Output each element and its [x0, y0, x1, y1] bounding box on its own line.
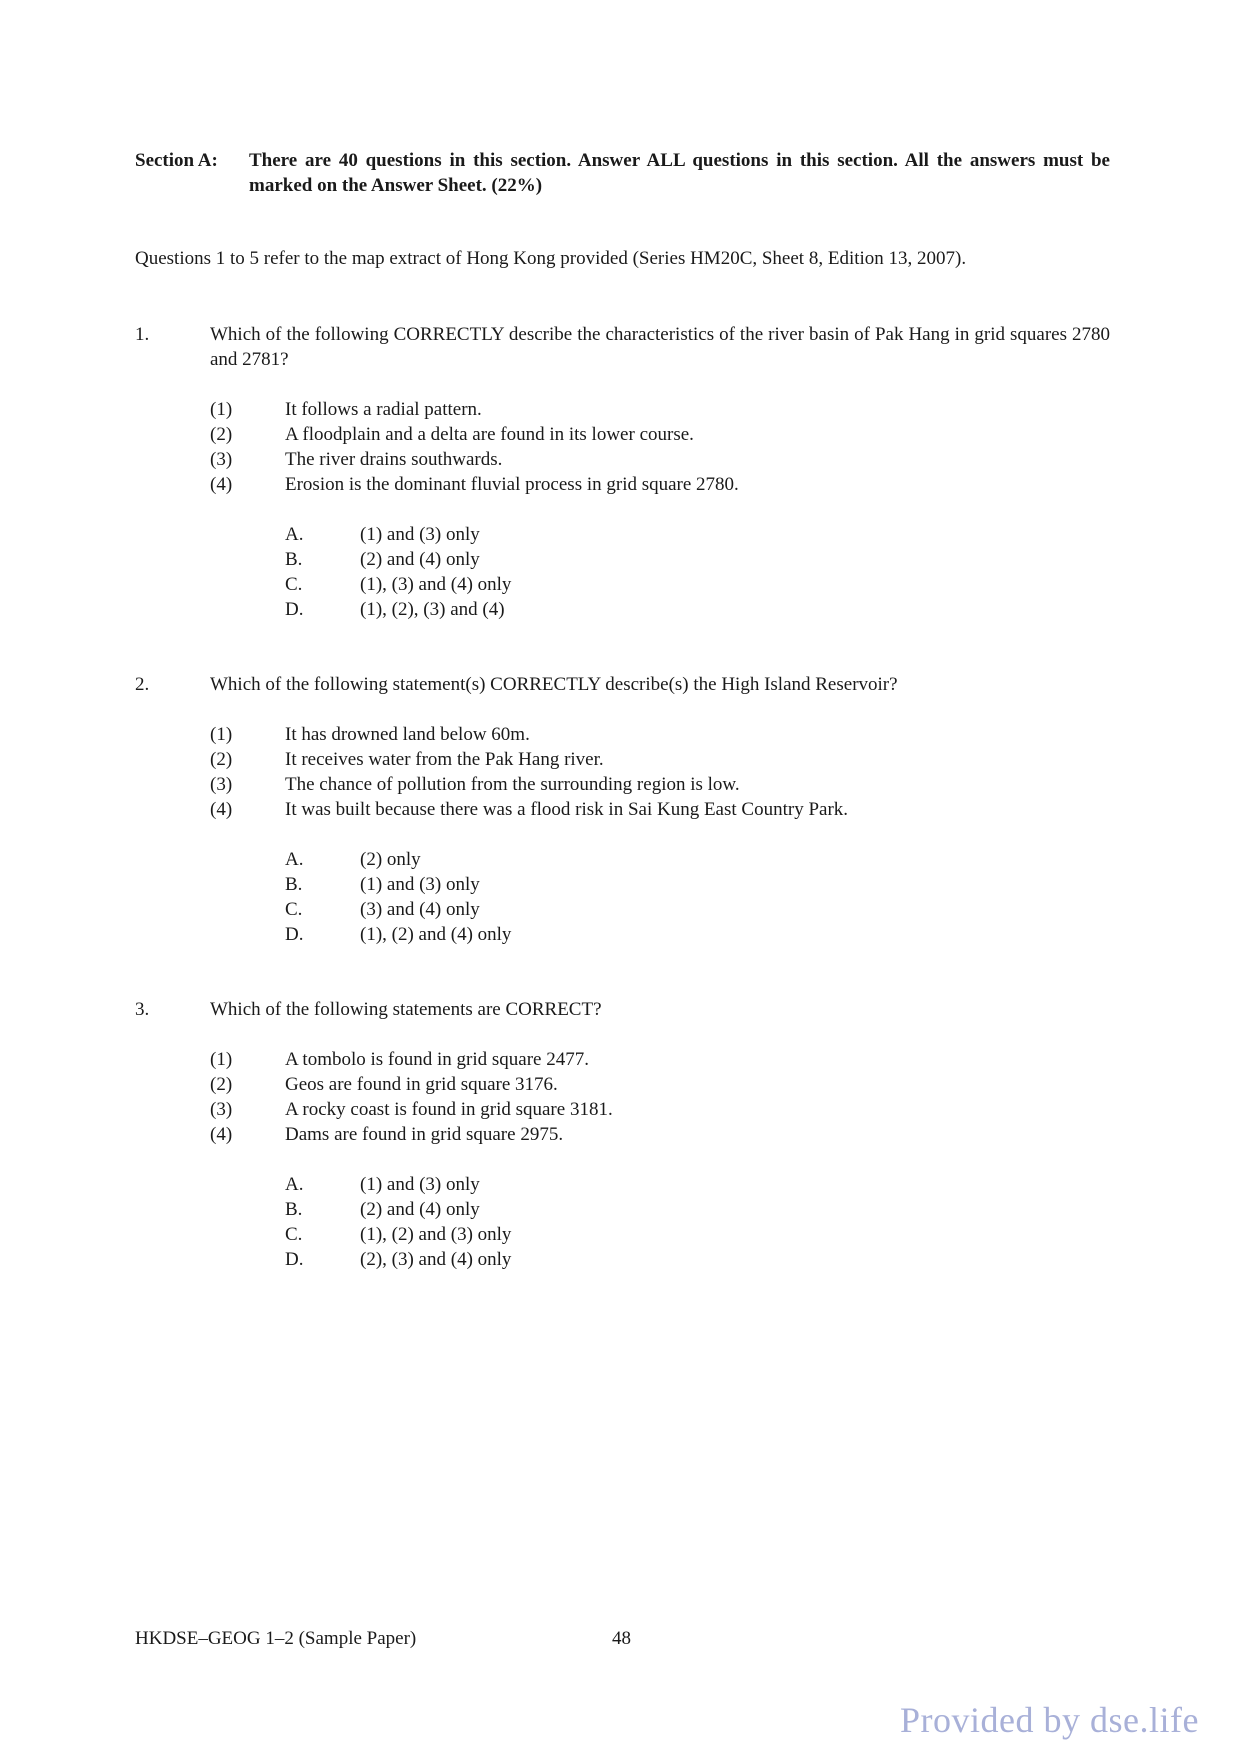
map-intro-text: Questions 1 to 5 refer to the map extract of Hong Kong provided (Series HM20C, Sheet 8, Edition 13, 2007). [135, 248, 967, 269]
question-number: 1. [135, 324, 150, 345]
question-stem: Which of the following statement(s) CORRECTLY describe(s) the High Island Reservoir? [210, 674, 898, 695]
question-number: 2. [135, 674, 150, 695]
section-label: Section A: [135, 150, 218, 171]
watermark: Provided by dse.life [900, 1700, 1199, 1740]
section-instruction: There are 40 questions in this section. Answer ALL questions in this section. All the answers must be marked on the Answer Sheet. (22%) [249, 150, 1110, 196]
footer-paper-code: HKDSE–GEOG 1–2 (Sample Paper) [135, 1628, 417, 1649]
question-stem: Which of the following CORRECTLY describe the characteristics of the river basin of Pak Hang in grid squares 2780 and 2781? [210, 324, 1110, 370]
footer-page-number: 48 [612, 1628, 631, 1649]
question-number: 3. [135, 999, 150, 1020]
question-stem: Which of the following statements are CORRECT? [210, 999, 602, 1020]
